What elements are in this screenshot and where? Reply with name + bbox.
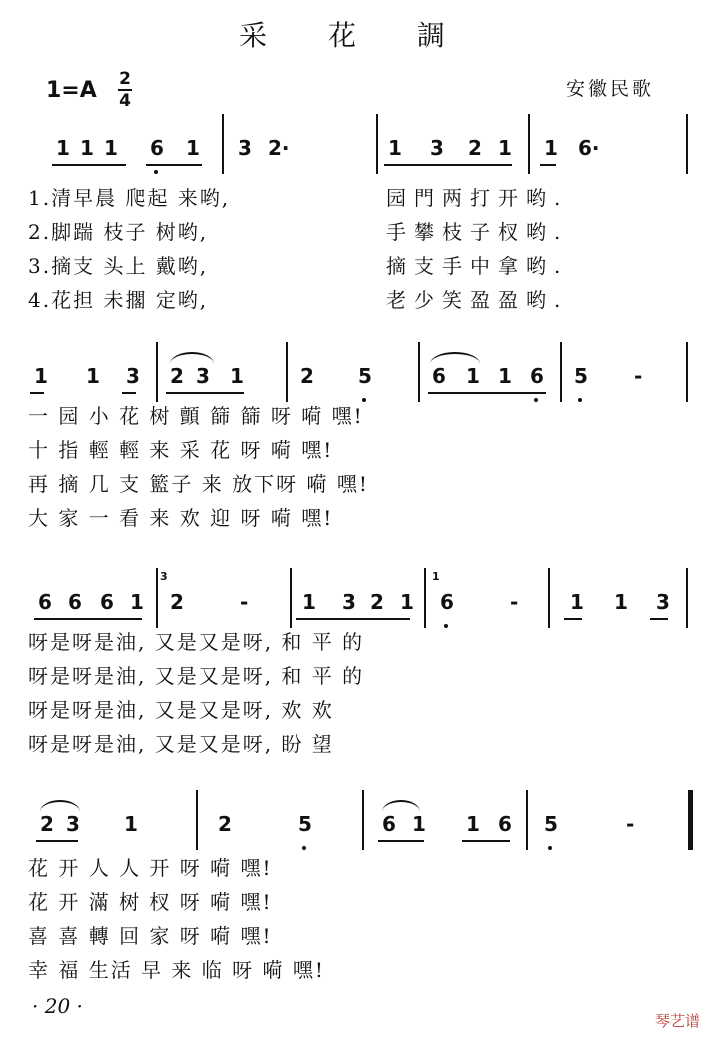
bar-line bbox=[424, 568, 426, 628]
beam-line bbox=[540, 164, 556, 166]
lyric-line: 呀是呀是油, 又是又是呀, 和 平 的 bbox=[28, 664, 365, 688]
bar-line bbox=[686, 568, 688, 628]
note: 1 bbox=[104, 136, 118, 160]
note: 5 bbox=[574, 364, 588, 388]
lyric-line: 十 指 輕 輕 来 采 花 呀 嗬 嘿! bbox=[28, 438, 334, 462]
bar-line bbox=[286, 342, 288, 402]
note: 2 bbox=[170, 590, 184, 614]
beam-line bbox=[122, 392, 136, 394]
note: - bbox=[626, 812, 635, 836]
bar-line bbox=[376, 114, 378, 174]
note: 1 bbox=[570, 590, 584, 614]
note: 6 bbox=[498, 812, 512, 836]
note: 2 bbox=[40, 812, 54, 836]
note: 5 bbox=[544, 812, 558, 836]
note: 6 bbox=[150, 136, 164, 160]
beam-line bbox=[650, 618, 668, 620]
note: 6 bbox=[38, 590, 52, 614]
bar-line bbox=[156, 342, 158, 402]
note: 1 bbox=[498, 364, 512, 388]
note: 6· bbox=[578, 136, 600, 160]
bar-line bbox=[688, 790, 693, 850]
note: 1 bbox=[400, 590, 414, 614]
note: 3 bbox=[656, 590, 670, 614]
time-sig-top: 2 bbox=[119, 69, 131, 89]
bar-line bbox=[686, 114, 688, 174]
beam-line bbox=[564, 618, 582, 620]
beam-line bbox=[52, 164, 126, 166]
note: 3 bbox=[66, 812, 80, 836]
bar-line bbox=[560, 342, 562, 402]
beam-line bbox=[462, 840, 510, 842]
lyric-line: 花 开 滿 树 杈 呀 嗬 嘿! bbox=[28, 890, 273, 914]
bar-line bbox=[196, 790, 198, 850]
note: 1 bbox=[130, 590, 144, 614]
time-signature bbox=[118, 70, 132, 110]
note: 3 bbox=[342, 590, 356, 614]
lyric-line: 幸 福 生活 早 来 临 呀 嗬 嘿! bbox=[28, 958, 325, 982]
note: 1 bbox=[466, 812, 480, 836]
note: - bbox=[510, 590, 519, 614]
note: 1 bbox=[388, 136, 402, 160]
note: 2 bbox=[218, 812, 232, 836]
lyric-line-continued: 老少笑盈盈哟. bbox=[386, 288, 569, 312]
note: 6 bbox=[530, 364, 544, 388]
lyric-line: 3.摘支 头上 戴哟, bbox=[28, 254, 209, 278]
note: 2· bbox=[268, 136, 290, 160]
slur-mark bbox=[430, 352, 480, 364]
lyric-line: 大 家 一 看 来 欢 迎 呀 嗬 嘿! bbox=[28, 506, 334, 530]
note: 6 bbox=[68, 590, 82, 614]
note: 5 bbox=[358, 364, 372, 388]
note: 1 bbox=[186, 136, 200, 160]
bar-line bbox=[222, 114, 224, 174]
beam-line bbox=[30, 392, 44, 394]
lyric-line: 呀是呀是油, 又是又是呀, 盼 望 bbox=[28, 732, 334, 756]
bar-line bbox=[418, 342, 420, 402]
note: 2 bbox=[300, 364, 314, 388]
beam-line bbox=[428, 392, 546, 394]
note: 1 bbox=[124, 812, 138, 836]
key-signature: 1=A bbox=[46, 78, 97, 103]
octave-dot bbox=[154, 170, 158, 174]
lyric-line: 呀是呀是油, 又是又是呀, 欢 欢 bbox=[28, 698, 334, 722]
slur-mark bbox=[170, 352, 214, 364]
page-number: · 20 · bbox=[32, 994, 83, 1018]
lyric-line: 一 园 小 花 树 顫 篩 篩 呀 嗬 嘿! bbox=[28, 404, 364, 428]
lyric-line: 4.花担 未擱 定哟, bbox=[28, 288, 209, 312]
beam-line bbox=[34, 618, 142, 620]
note: 2 bbox=[468, 136, 482, 160]
lyric-line: 1.清早晨 爬起 来哟, bbox=[28, 186, 231, 210]
lyric-line-continued: 手攀枝子杈哟. bbox=[386, 220, 569, 244]
note: 6 bbox=[440, 590, 454, 614]
note: - bbox=[240, 590, 249, 614]
note: 2 bbox=[370, 590, 384, 614]
slur-mark bbox=[382, 800, 420, 812]
octave-dot bbox=[534, 398, 538, 402]
grace-note: 1 bbox=[432, 570, 440, 583]
bar-line bbox=[528, 114, 530, 174]
note: 1 bbox=[412, 812, 426, 836]
note: 1 bbox=[544, 136, 558, 160]
bar-line bbox=[526, 790, 528, 850]
note: 3 bbox=[238, 136, 252, 160]
note: 6 bbox=[100, 590, 114, 614]
lyric-line: 再 摘 几 支 籃子 来 放下呀 嗬 嘿! bbox=[28, 472, 369, 496]
note: 2 bbox=[170, 364, 184, 388]
bar-line bbox=[548, 568, 550, 628]
note: 1 bbox=[230, 364, 244, 388]
watermark-logo: 琴艺谱 bbox=[654, 1012, 700, 1030]
song-source: 安徽民歌 bbox=[566, 78, 655, 100]
note: 1 bbox=[466, 364, 480, 388]
note: 1 bbox=[56, 136, 70, 160]
slur-mark bbox=[40, 800, 80, 812]
time-sig-bottom: 4 bbox=[119, 91, 131, 111]
beam-line bbox=[146, 164, 202, 166]
bar-line bbox=[156, 568, 158, 628]
note: 5 bbox=[298, 812, 312, 836]
note: 1 bbox=[80, 136, 94, 160]
note: 1 bbox=[86, 364, 100, 388]
lyric-line: 2.脚踹 枝子 树哟, bbox=[28, 220, 209, 244]
note: 6 bbox=[382, 812, 396, 836]
note: 3 bbox=[430, 136, 444, 160]
lyric-line-continued: 摘支手中拿哟. bbox=[386, 254, 569, 278]
note: 3 bbox=[126, 364, 140, 388]
note: - bbox=[634, 364, 643, 388]
octave-dot bbox=[302, 846, 306, 850]
beam-line bbox=[378, 840, 424, 842]
lyric-line: 喜 喜 轉 回 家 呀 嗬 嘿! bbox=[28, 924, 273, 948]
song-title: 采 花 調 bbox=[239, 19, 471, 52]
note: 1 bbox=[614, 590, 628, 614]
lyric-line-continued: 园門两打开哟. bbox=[386, 186, 569, 210]
bar-line bbox=[362, 790, 364, 850]
bar-line bbox=[686, 342, 688, 402]
beam-line bbox=[384, 164, 512, 166]
lyric-line: 呀是呀是油, 又是又是呀, 和 平 的 bbox=[28, 630, 365, 654]
note: 1 bbox=[302, 590, 316, 614]
octave-dot bbox=[444, 624, 448, 628]
note: 1 bbox=[34, 364, 48, 388]
note: 3 bbox=[196, 364, 210, 388]
beam-line bbox=[166, 392, 244, 394]
lyric-line: 花 开 人 人 开 呀 嗬 嘿! bbox=[28, 856, 273, 880]
beam-line bbox=[296, 618, 410, 620]
grace-note: 3 bbox=[160, 570, 168, 583]
octave-dot bbox=[548, 846, 552, 850]
octave-dot bbox=[578, 398, 582, 402]
bar-line bbox=[290, 568, 292, 628]
note: 1 bbox=[498, 136, 512, 160]
beam-line bbox=[36, 840, 78, 842]
note: 6 bbox=[432, 364, 446, 388]
